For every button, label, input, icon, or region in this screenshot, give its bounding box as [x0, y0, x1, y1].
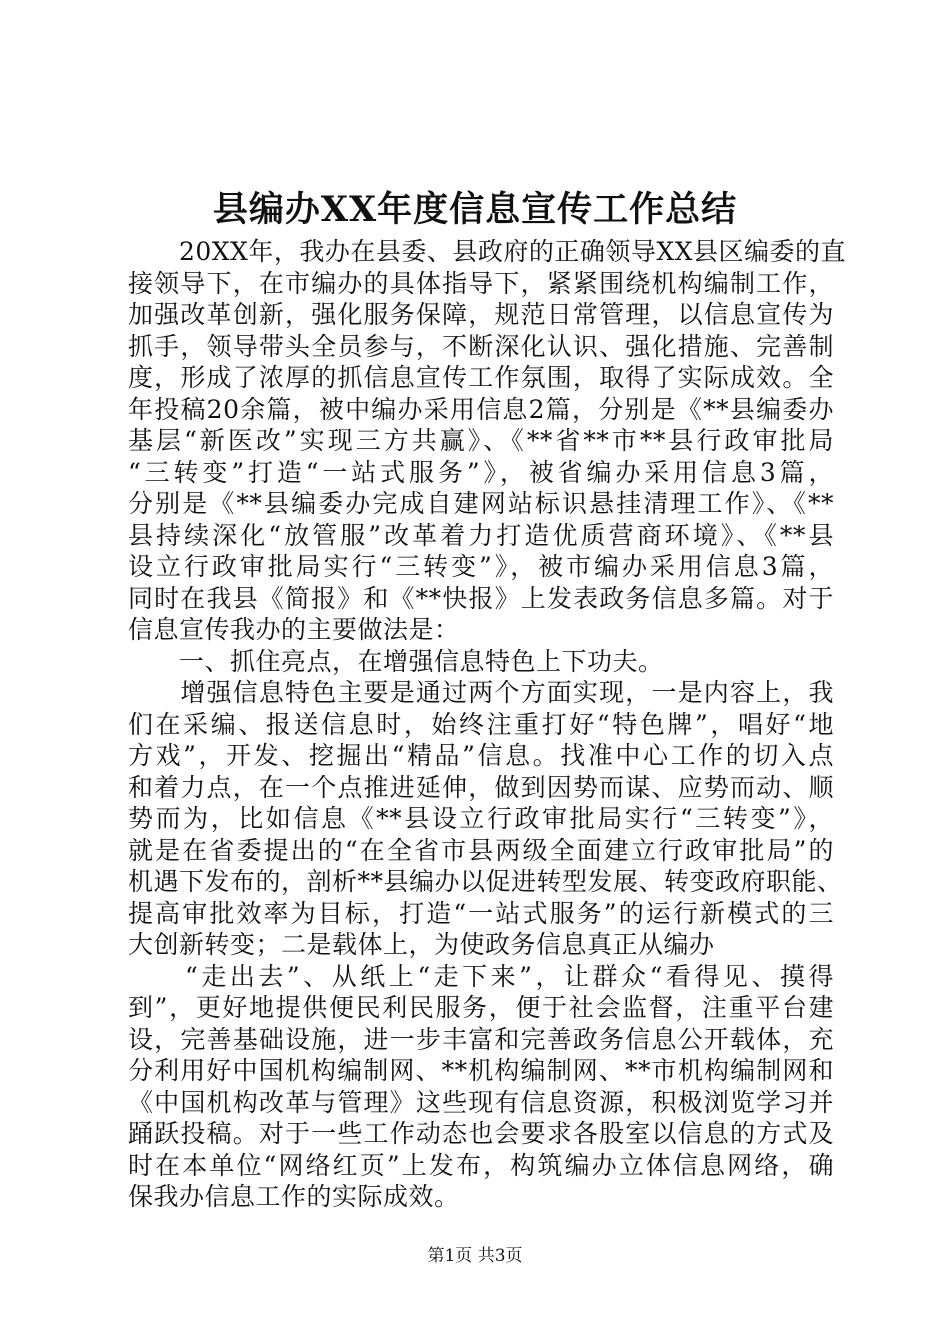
paragraph-line: 们在采编、报送信息时，始终注重打好“特色牌”，唱好“地	[128, 709, 834, 739]
paragraph-line: 同时在我县《简报》和《**快报》上发表政务信息多篇。对于	[128, 583, 834, 613]
paragraph-line: 一、抓住亮点，在增强信息特色上下功夫。	[128, 646, 664, 676]
paragraph-line: 时在本单位“网络红页”上发布，构筑编办立体信息网络，确	[128, 1150, 834, 1180]
paragraph-line: 势而为，比如信息《**县设立行政审批局实行“三转变”》，	[128, 804, 834, 833]
document-body	[128, 236, 847, 1213]
paragraph-line: 到”，更好地提供便民利民服务，便于社会监督，注重平台建	[128, 993, 834, 1022]
paragraph-line: 设，完善基础设施，进一步丰富和完善政务信息公开载体，充	[128, 1024, 834, 1054]
paragraph-line: 度，形成了浓厚的抓信息宣传工作氛围，取得了实际成效。全	[128, 363, 834, 392]
paragraph-line: 分利用好中国机构编制网、**机构编制网、**市机构编制网和	[128, 1056, 834, 1085]
paragraph-line: 就是在省委提出的“在全省市县两级全面建立行政审批局”的	[128, 835, 834, 865]
paragraph-line: 分别是《**县编委办完成自建网站标识悬挂清理工作》、《**	[128, 489, 834, 518]
paragraph-line: 抓手，领导带头全员参与，不断深化认识、强化措施、完善制	[128, 331, 834, 361]
paragraph-line: 20XX年，我办在县委、县政府的正确领导XX县区编委的直	[128, 237, 847, 266]
page-number-footer: 第1页 共3页	[427, 1246, 523, 1266]
paragraph-line: 设立行政审批局实行“三转变”》，被市编办采用信息3篇，	[128, 552, 834, 581]
paragraph-line: 和着力点，在一个点推进延伸，做到因势而谋、应势而动、顺	[128, 772, 834, 802]
paragraph-line: 县持续深化“放管服”改革着力打造优质营商环境》、《**县	[128, 520, 834, 550]
paragraph-line: 机遇下发布的，剖析**县编办以促进转型发展、转变政府职能、	[128, 867, 843, 896]
paragraph-line: 接领导下，在市编办的具体指导下，紧紧围绕机构编制工作，	[128, 268, 834, 298]
paragraph-line: 方戏”，开发、挖掘出“精品”信息。找准中心工作的切入点	[128, 741, 834, 770]
paragraph-line: “三转变”打造“一站式服务”》，被省编办采用信息3篇，	[128, 457, 834, 487]
paragraph-line: 大创新转变；二是载体上，为使政务信息真正从编办	[128, 930, 715, 959]
paragraph-line: 信息宣传我办的主要做法是：	[128, 615, 460, 644]
paragraph-line: 保我办信息工作的实际成效。	[128, 1182, 460, 1211]
document-title: 县编办XX年度信息宣传工作总结	[212, 189, 738, 230]
paragraph-line: “走出去”、从纸上“走下来”，让群众“看得见、摸得	[128, 961, 834, 991]
paragraph-line: 提高审批效率为目标，打造“一站式服务”的运行新模式的三	[128, 898, 834, 928]
paragraph-line: 加强改革创新，强化服务保障，规范日常管理，以信息宣传为	[128, 300, 834, 329]
paragraph-line: 基层“新医改”实现三方共赢》、《**省**市**县行政审批局	[128, 426, 834, 455]
paragraph-line: 年投稿20余篇，被中编办采用信息2篇，分别是《**县编委办	[128, 394, 834, 424]
paragraph-line: 踊跃投稿。对于一些工作动态也会要求各股室以信息的方式及	[128, 1119, 834, 1148]
paragraph-line: 增强信息特色主要是通过两个方面实现，一是内容上，我	[128, 678, 834, 707]
paragraph-line: 《中国机构改革与管理》这些现有信息资源，积极浏览学习并	[128, 1087, 834, 1117]
